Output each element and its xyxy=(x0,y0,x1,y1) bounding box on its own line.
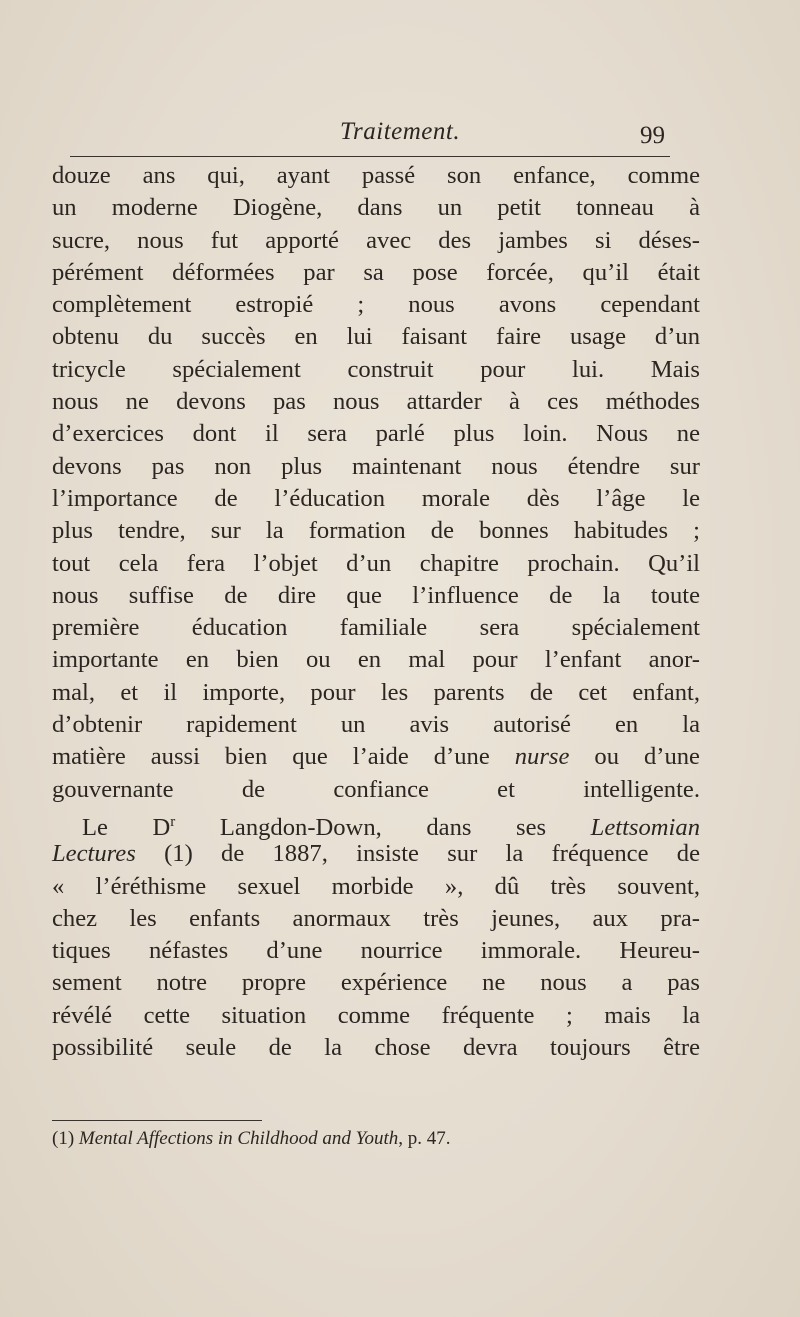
text-line: tout cela fera l’objet d’un chapitre prochain. Qu’il xyxy=(52,549,700,577)
italic-title: Lectures xyxy=(52,840,136,868)
text-line: un moderne Diogène, dans un petit tonneau à xyxy=(52,194,700,222)
text-segment: ou d’une xyxy=(594,743,700,771)
text-line: sement notre propre expérience ne nous a pas xyxy=(52,969,700,997)
page-number: 99 xyxy=(640,122,665,149)
body-text xyxy=(52,160,700,1064)
text-line: chez les enfants anormaux très jeunes, aux pra- xyxy=(52,904,700,932)
text-line: gouvernante de confiance et intelligente. xyxy=(52,775,700,803)
text-line: plus tendre, sur la formation de bonnes habitudes ; xyxy=(52,517,700,545)
text-line: d’exercices dont il sera parlé plus loin. Nous ne xyxy=(52,420,700,448)
text-line: devons pas non plus maintenant nous étendre sur xyxy=(52,452,700,480)
text-line: nous suffise de dire que l’influence de la toute xyxy=(52,581,700,609)
footnote-ref: , p. 47. xyxy=(398,1128,451,1149)
footnote xyxy=(52,1128,700,1150)
text-line: obtenu du succès en lui faisant faire usage d’un xyxy=(52,323,700,351)
footnote-marker: (1) xyxy=(52,1128,75,1149)
text-line: d’obtenir rapidement un avis autorisé en la xyxy=(52,711,700,739)
text-line: première éducation familiale sera spécialement xyxy=(52,614,700,642)
text-line: tiques néfastes d’une nourrice immorale. Heureu- xyxy=(52,937,700,965)
text-line xyxy=(52,838,700,870)
text-line: nous ne devons pas nous attarder à ces méthodes xyxy=(52,388,700,416)
text-line: possibilité seule de la chose devra toujours être xyxy=(52,1034,700,1062)
running-title: Traitement. xyxy=(340,118,461,145)
text-segment: Langdon-Down, dans ses xyxy=(219,814,547,842)
text-segment: (1) de 1887, insiste sur la fréquence de xyxy=(164,840,700,868)
text-line xyxy=(52,741,700,773)
superscript: r xyxy=(170,813,176,830)
footnote-title: Mental Affections in Childhood and Youth xyxy=(78,1128,399,1149)
text-line: révélé cette situation comme fréquente ; mais la xyxy=(52,1001,700,1029)
italic-title: Lettsomian xyxy=(590,814,700,842)
text-line: l’importance de l’éducation morale dès l’âge le xyxy=(52,484,700,512)
text-line: « l’éréthisme sexuel morbide », dû très souvent, xyxy=(52,872,700,900)
text-line: mal, et il importe, pour les parents de cet enfant, xyxy=(52,678,700,706)
text-segment: matière aussi bien que l’aide d’une xyxy=(52,743,490,771)
text-line: pérément déformées par sa pose forcée, qu’il était xyxy=(52,258,700,286)
footnote-rule xyxy=(52,1120,262,1121)
header-rule xyxy=(70,156,670,157)
text-line: sucre, nous fut apporté avec des jambes si déses- xyxy=(52,226,700,254)
text-segment: Le D xyxy=(82,814,171,842)
text-line: douze ans qui, ayant passé son enfance, comme xyxy=(52,162,700,189)
text-line: importante en bien ou en mal pour l’enfant anor- xyxy=(52,646,700,674)
italic-term: nurse xyxy=(514,743,570,771)
text-line: complètement estropié ; nous avons cependant xyxy=(52,291,700,319)
text-line: tricycle spécialement construit pour lui. Mais xyxy=(52,355,700,383)
text-line xyxy=(52,806,700,842)
